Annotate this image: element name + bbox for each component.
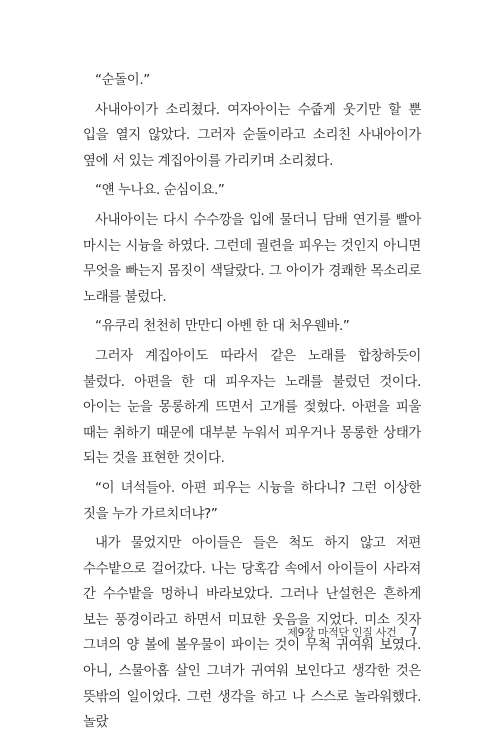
paragraph: 그러자 계집아이도 따라서 같은 노래를 합창하듯이 불렀다. 아편을 한 대 피우자는 노래를 불렀던 것이다. 아이는 눈을 몽롱하게 뜨면서 고개를 젖혔다. 아편을 피울 때는 취하기 때문에 대부분 누워서 피우거나 몽롱한 상태가 되는 것을 표현한 것이다. bbox=[83, 348, 421, 467]
paragraph: “얜 누나요. 순심이요.” bbox=[95, 183, 225, 199]
paragraph: “이 녀석들아. 아편 피우는 시늉을 하다니? 그런 이상한 짓을 누가 가르치더냐?” bbox=[83, 480, 421, 522]
paragraph: 내가 물었지만 아이들은 들은 척도 하지 않고 저편 수수밭으로 걸어갔다. 나는 당혹감 속에서 아이들이 사라져 간 수수밭을 멍하니 바라보았다. 그러나 난설헌은 흔하게 보는 풍경이라고 하면서 미묘한 웃음을 지었다. 미소 짓자 그녀의 양 볼에 볼우물이 파이는 것이 무척 귀여워 보였다. 아니, 스물아홉 살인 그녀가 귀여워 보인다고 생각한 것은 뜻밖의 일이었다. 그런 생각을 하고 나 스스로 놀라워했다. 놀랐 bbox=[83, 536, 421, 731]
paragraph: “순돌이.” bbox=[95, 73, 150, 88]
paragraph: 사내아이는 다시 수수깡을 입에 물더니 담배 연기를 빨아 마시는 시늉을 하였다. 그런데 궐련을 피우는 것인지 아니면 무엇을 빠는지 몸짓이 색달랐다. 그 아이가 경쾌한 목소리로 노래를 불렀다. bbox=[83, 212, 421, 305]
page-number: 7 bbox=[409, 625, 417, 639]
paragraph: 사내아이가 소리쳤다. 여자아이는 수줍게 웃기만 할 뿐 입을 열지 않았다. 그러자 순돌이라고 소리친 사내아이가 옆에 서 있는 계집아이를 가리키며 소리쳤다. bbox=[83, 102, 421, 169]
paragraph: “유쿠리 천천히 만만디 아벤 한 대 처우웬바.” bbox=[95, 319, 350, 335]
page-footer bbox=[287, 624, 417, 640]
chapter-title: 제9장 마적단 인질 사건 bbox=[287, 626, 397, 639]
